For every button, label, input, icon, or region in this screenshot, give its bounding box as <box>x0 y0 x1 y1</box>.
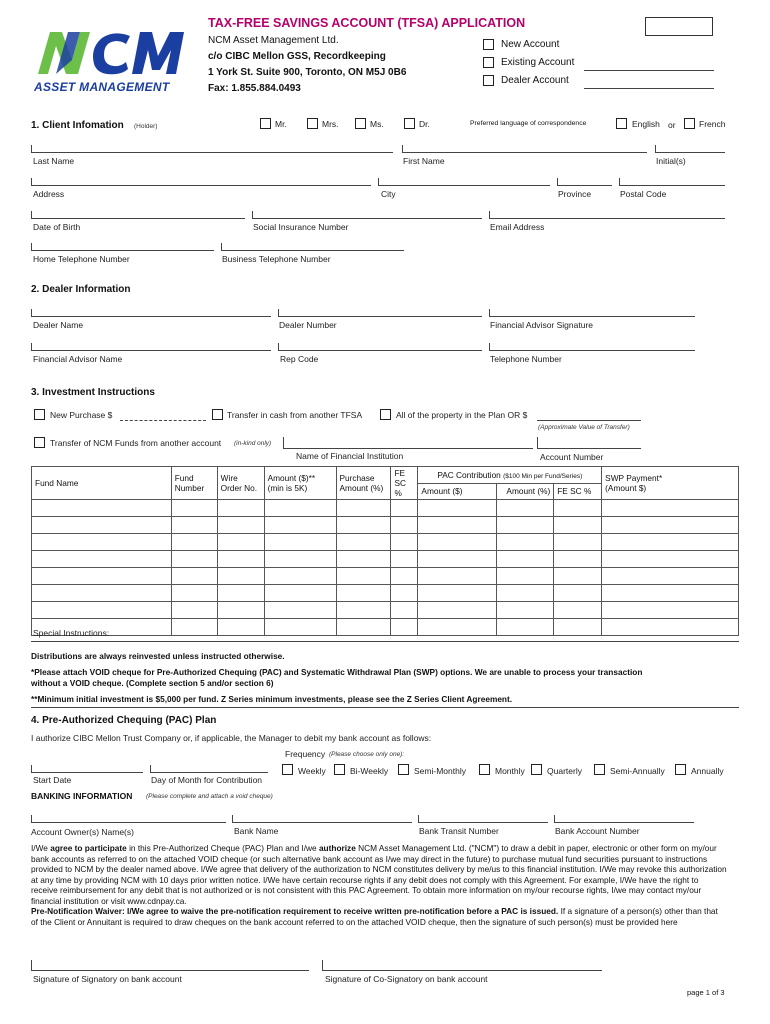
table-row <box>32 517 739 534</box>
table-cell[interactable] <box>602 585 739 602</box>
table-cell[interactable] <box>418 619 497 636</box>
table-cell[interactable] <box>217 602 264 619</box>
pre-notification-paragraph: Pre-Notification Waiver: I/We agree to waive the pre-notification requirement to receive written pre-notification before a PAC is issued. If a signature of a person(s) other than that of the Client or Annuitant is required to draw cheques on the bank account referred to on the attached VOID cheque, then the signature of such person(s) must be provided here <box>31 906 718 927</box>
bank-name-tick <box>232 815 233 822</box>
signatory-label: Signature of Signatory on bank account <box>33 974 182 984</box>
city-tick <box>378 178 379 185</box>
table-cell[interactable] <box>336 585 391 602</box>
owner-names-tick <box>31 815 32 822</box>
table-cell[interactable] <box>336 551 391 568</box>
col-fe-sc: FE SC % <box>391 467 418 500</box>
dob-label: Date of Birth <box>33 222 81 232</box>
account-number-tick <box>537 437 538 448</box>
table-cell[interactable] <box>264 517 336 534</box>
last-name-tick <box>31 145 32 152</box>
table-cell[interactable] <box>391 602 418 619</box>
institution-line[interactable] <box>283 448 533 449</box>
table-cell[interactable] <box>418 568 497 585</box>
dob-line[interactable] <box>31 218 245 219</box>
institution-label: Name of Financial Institution <box>296 451 404 461</box>
col-swp: SWP Payment* (Amount $) <box>602 467 739 500</box>
approx-value-label: (Approximate Value of Transfer) <box>538 424 630 431</box>
table-cell[interactable] <box>602 602 739 619</box>
table-cell[interactable] <box>264 585 336 602</box>
fax-number: Fax: 1.855.884.0493 <box>208 83 301 94</box>
mr-checkbox[interactable] <box>260 118 271 129</box>
table-cell[interactable] <box>171 568 217 585</box>
last-name-label: Last Name <box>33 156 75 166</box>
new-purchase-amount-line[interactable] <box>120 420 206 421</box>
col-pac-contribution: PAC Contribution ($100 Min per Fund/Series) <box>418 467 602 484</box>
table-cell[interactable] <box>497 602 554 619</box>
dr-checkbox[interactable] <box>404 118 415 129</box>
postal-code-tick <box>619 178 620 185</box>
table-cell[interactable] <box>264 551 336 568</box>
bank-name-line[interactable] <box>232 822 412 823</box>
initials-tick <box>655 145 656 152</box>
transfer-cash-checkbox[interactable] <box>212 409 223 420</box>
semimonthly-label: Semi-Monthly <box>414 766 466 776</box>
note-minimum: **Minimum initial investment is $5,000 per fund. Z Series minimum investments, please see the Z Series Client Agreement. <box>31 694 513 704</box>
table-cell[interactable] <box>336 517 391 534</box>
table-header-row <box>32 467 739 484</box>
city-label: City <box>381 189 396 199</box>
postal-code-line[interactable] <box>619 185 725 186</box>
monthly-label: Monthly <box>495 766 525 776</box>
section1-subtitle: (Holder) <box>134 123 158 130</box>
table-cell[interactable] <box>391 500 418 517</box>
section4-intro: I authorize CIBC Mellon Trust Company or, if applicable, the Manager to debit my bank account as follows: <box>31 733 432 743</box>
dealer-number-line[interactable] <box>278 316 482 317</box>
table-row <box>32 568 739 585</box>
section3-title: 3. Investment Instructions <box>31 387 155 398</box>
table-cell[interactable] <box>554 517 602 534</box>
fa-name-label: Financial Advisor Name <box>33 354 123 364</box>
home-phone-tick <box>31 243 32 250</box>
table-cell[interactable] <box>602 568 739 585</box>
day-of-month-tick <box>150 765 151 772</box>
section4-title: 4. Pre-Authorized Chequing (PAC) Plan <box>31 715 217 726</box>
table-cell[interactable] <box>336 568 391 585</box>
first-name-tick <box>402 145 403 152</box>
table-row <box>32 551 739 568</box>
telephone-tick <box>489 343 490 350</box>
table-cell[interactable] <box>336 500 391 517</box>
annually-label: Annually <box>691 766 724 776</box>
transfer-ncm-checkbox[interactable] <box>34 437 45 448</box>
table-cell[interactable] <box>418 602 497 619</box>
home-phone-label: Home Telephone Number <box>33 254 130 264</box>
transfer-ncm-label: Transfer of NCM Funds from another account <box>50 438 222 448</box>
existing-account-checkbox[interactable] <box>483 57 494 68</box>
sin-tick <box>252 211 253 218</box>
address-label: Address <box>33 189 65 199</box>
new-account-label: New Account <box>501 39 560 50</box>
first-name-label: First Name <box>403 156 445 166</box>
dob-tick <box>31 211 32 218</box>
all-property-checkbox[interactable] <box>380 409 391 420</box>
logo-subtitle: ASSET MANAGEMENT <box>34 80 170 94</box>
last-name-line[interactable] <box>31 152 393 153</box>
col-fund-number: Fund Number <box>171 467 217 500</box>
table-cell[interactable] <box>264 568 336 585</box>
table-cell[interactable] <box>391 585 418 602</box>
table-cell[interactable] <box>32 517 172 534</box>
table-cell[interactable] <box>336 619 391 636</box>
table-cell[interactable] <box>391 551 418 568</box>
english-label: English <box>632 119 660 129</box>
table-cell[interactable] <box>418 500 497 517</box>
transfer-cash-label: Transfer in cash from another TFSA <box>227 410 363 420</box>
table-cell[interactable] <box>497 500 554 517</box>
table-row <box>32 619 739 636</box>
table-cell[interactable] <box>217 619 264 636</box>
table-cell[interactable] <box>602 619 739 636</box>
section1-title: 1. Client Infomation <box>31 120 124 131</box>
office-use-box[interactable] <box>645 17 713 36</box>
table-body <box>32 500 739 636</box>
section2-title: 2. Dealer Information <box>31 284 131 295</box>
mr-label: Mr. <box>275 119 287 129</box>
table-row <box>32 585 739 602</box>
section3-divider <box>31 707 739 708</box>
dealer-number-label: Dealer Number <box>279 320 337 330</box>
weekly-label: Weekly <box>298 766 326 776</box>
rep-code-label: Rep Code <box>280 354 319 364</box>
col-pac-fe: FE SC % <box>554 483 602 500</box>
dr-label: Dr. <box>419 119 430 129</box>
dealer-name-tick <box>31 309 32 316</box>
rep-code-tick <box>278 343 279 350</box>
cosignatory-line[interactable] <box>322 970 602 971</box>
table-cell[interactable] <box>336 534 391 551</box>
col-wire-order: Wire Order No. <box>217 467 264 500</box>
account-no-tick <box>554 815 555 822</box>
institution-tick <box>283 437 284 448</box>
province-tick <box>557 178 558 185</box>
pac-agreement-paragraph: I/We agree to participate in this Pre-Authorized Cheque (PAC) Plan and I/we authorize NCM Asset Management Ltd. ("NCM") to draw a debit in paper, electronic or other form on my/our bank accounts as referred to on the attached VOID cheque (or such alternative bank account as I/we may direct in the future) to purchase mutual fund securities pursuant to instructions provided to NCM by the dealer named above. I/We agree that delivery of the authorization to NCM constitutes delivery by me/us to this financial institution. I/We may revoke this authorization at any time by providing NCM with 10 days prior written notice. I/We have certain recourse rights if any debit does not comply with this Agreement. For example, I/We have the right to receive reimbursement for any debit that is not authorized or is not consistent with this PAC Agreement. To obtain more information on my/our recourse rights, I/we may contact my/our financial institution or visit www.cdnpay.ca. <box>31 843 727 906</box>
table-cell[interactable] <box>336 602 391 619</box>
dealer-account-checkbox[interactable] <box>483 75 494 86</box>
fa-name-tick <box>31 343 32 350</box>
col-pac-amount: Amount ($) <box>418 483 497 500</box>
table-cell[interactable] <box>264 500 336 517</box>
note-void-cheque-b: without a VOID cheque. (Complete section 5 and/or section 6) <box>31 678 274 688</box>
special-divider <box>31 641 739 642</box>
table-cell[interactable] <box>32 602 172 619</box>
french-checkbox[interactable] <box>684 118 695 129</box>
col-amount: Amount ($)** (min is 5K) <box>264 467 336 500</box>
quarterly-label: Quarterly <box>547 766 582 776</box>
dealer-number-tick <box>278 309 279 316</box>
sin-label: Social Insurance Number <box>253 222 349 232</box>
initials-label: Initial(s) <box>656 156 686 166</box>
table-cell[interactable] <box>217 551 264 568</box>
owner-names-line[interactable] <box>31 822 226 823</box>
table-cell[interactable] <box>32 500 172 517</box>
biweekly-checkbox[interactable] <box>334 764 345 775</box>
table-cell[interactable] <box>171 551 217 568</box>
account-number-line[interactable] <box>537 448 641 449</box>
table-cell[interactable] <box>554 534 602 551</box>
table-cell[interactable] <box>32 551 172 568</box>
table-cell[interactable] <box>497 551 554 568</box>
province-label: Province <box>558 189 592 199</box>
form-title: TAX-FREE SAVINGS ACCOUNT (TFSA) APPLICATION <box>208 16 526 30</box>
table-cell[interactable] <box>418 551 497 568</box>
quarterly-checkbox[interactable] <box>531 764 542 775</box>
table-row <box>32 500 739 517</box>
table-cell[interactable] <box>554 585 602 602</box>
table-cell[interactable] <box>554 568 602 585</box>
banking-info-note: (Please complete and attach a void cheque) <box>146 793 273 800</box>
col-purchase-pct: Purchase Amount (%) <box>336 467 391 500</box>
table-cell[interactable] <box>171 534 217 551</box>
table-cell[interactable] <box>391 534 418 551</box>
start-date-line[interactable] <box>31 772 143 773</box>
transit-line[interactable] <box>418 822 548 823</box>
table-cell[interactable] <box>391 517 418 534</box>
table-cell[interactable] <box>264 534 336 551</box>
day-of-month-label: Day of Month for Contribution <box>151 775 263 785</box>
postal-code-label: Postal Code <box>620 189 667 199</box>
note-void-cheque-a: *Please attach VOID cheque for Pre-Authorized Chequing (PAC) and Systematic Withdrawal Plan (SWP) options. We are unable to process your transaction <box>31 667 643 677</box>
table-row <box>32 534 739 551</box>
table-cell[interactable] <box>497 585 554 602</box>
dealer-account-line[interactable] <box>584 88 714 89</box>
account-number-label: Account Number <box>540 452 604 462</box>
mrs-label: Mrs. <box>322 119 339 129</box>
language-label: Preferred language of correspondence <box>470 120 587 127</box>
existing-account-line[interactable] <box>584 70 714 71</box>
table-cell[interactable] <box>171 517 217 534</box>
note-distributions: Distributions are always reinvested unless instructed otherwise. <box>31 651 285 661</box>
first-name-line[interactable] <box>402 152 647 153</box>
table-cell[interactable] <box>497 534 554 551</box>
start-date-label: Start Date <box>33 775 72 785</box>
table-cell[interactable] <box>217 500 264 517</box>
transit-tick <box>418 815 419 822</box>
table-cell[interactable] <box>418 517 497 534</box>
address-line[interactable] <box>31 185 371 186</box>
transfer-amount-line[interactable] <box>537 420 641 421</box>
annually-checkbox[interactable] <box>675 764 686 775</box>
table-cell[interactable] <box>171 602 217 619</box>
all-property-label: All of the property in the Plan OR $ <box>396 410 528 420</box>
monthly-checkbox[interactable] <box>479 764 490 775</box>
telephone-line[interactable] <box>489 350 695 351</box>
business-phone-label: Business Telephone Number <box>222 254 331 264</box>
cosignatory-label: Signature of Co-Signatory on bank account <box>325 974 488 984</box>
day-of-month-line[interactable] <box>150 772 268 773</box>
existing-account-label: Existing Account <box>501 57 575 68</box>
table-cell[interactable] <box>554 619 602 636</box>
english-checkbox[interactable] <box>616 118 627 129</box>
weekly-checkbox[interactable] <box>282 764 293 775</box>
table-cell[interactable] <box>602 534 739 551</box>
biweekly-label: Bi-Weekly <box>350 766 389 776</box>
table-cell[interactable] <box>554 500 602 517</box>
banking-info-label: BANKING INFORMATION <box>31 791 133 801</box>
table-cell[interactable] <box>554 602 602 619</box>
home-phone-line[interactable] <box>31 250 214 251</box>
rep-code-line[interactable] <box>278 350 482 351</box>
cosignatory-tick <box>322 960 323 970</box>
logo <box>34 22 194 100</box>
table-cell[interactable] <box>217 568 264 585</box>
fa-signature-tick <box>489 309 490 316</box>
fa-signature-line[interactable] <box>489 316 695 317</box>
table-cell[interactable] <box>264 602 336 619</box>
new-purchase-label: New Purchase $ <box>50 410 113 420</box>
table-cell[interactable] <box>171 585 217 602</box>
signatory-line[interactable] <box>31 970 309 971</box>
or-label: or <box>668 120 676 130</box>
table-cell[interactable] <box>497 568 554 585</box>
table-row <box>32 602 739 619</box>
email-label: Email Address <box>490 222 545 232</box>
company-name: NCM Asset Management Ltd. <box>208 35 339 46</box>
sin-line[interactable] <box>252 218 482 219</box>
province-line[interactable] <box>557 185 612 186</box>
investment-table <box>31 466 739 636</box>
city-line[interactable] <box>378 185 550 186</box>
email-line[interactable] <box>489 218 725 219</box>
table-cell[interactable] <box>171 619 217 636</box>
page-number: page 1 of 3 <box>687 988 725 997</box>
care-of: c/o CIBC Mellon GSS, Recordkeeping <box>208 51 386 62</box>
fa-signature-label: Financial Advisor Signature <box>490 320 594 330</box>
dealer-account-label: Dealer Account <box>501 75 569 86</box>
frequency-label: Frequency <box>285 749 326 759</box>
start-date-tick <box>31 765 32 772</box>
special-instructions-label: Special Instructions: <box>33 628 110 638</box>
table-cell[interactable] <box>264 619 336 636</box>
dealer-name-line[interactable] <box>31 316 271 317</box>
bank-name-label: Bank Name <box>234 826 279 836</box>
in-kind-label: (in-kind only) <box>234 440 272 447</box>
table-cell[interactable] <box>171 500 217 517</box>
table-cell[interactable] <box>391 568 418 585</box>
table-cell[interactable] <box>32 534 172 551</box>
fa-name-line[interactable] <box>31 350 271 351</box>
table-cell[interactable] <box>32 585 172 602</box>
table-cell[interactable] <box>554 551 602 568</box>
company-address: 1 York St. Suite 900, Toronto, ON M5J 0B6 <box>208 67 407 78</box>
semiannually-checkbox[interactable] <box>594 764 605 775</box>
account-no-label: Bank Account Number <box>555 826 640 836</box>
signatory-tick <box>31 960 32 970</box>
mrs-checkbox[interactable] <box>307 118 318 129</box>
table-cell[interactable] <box>602 500 739 517</box>
semiannually-label: Semi-Annually <box>610 766 665 776</box>
table-cell[interactable] <box>602 551 739 568</box>
french-label: French <box>699 119 726 129</box>
business-phone-line[interactable] <box>221 250 404 251</box>
account-no-line[interactable] <box>554 822 694 823</box>
telephone-label: Telephone Number <box>490 354 562 364</box>
owner-names-label: Account Owner(s) Name(s) <box>31 827 134 837</box>
col-pac-pct: Amount (%) <box>497 483 554 500</box>
table-cell[interactable] <box>217 534 264 551</box>
table-cell[interactable] <box>32 568 172 585</box>
ms-checkbox[interactable] <box>355 118 366 129</box>
new-account-checkbox[interactable] <box>483 39 494 50</box>
table-cell[interactable] <box>217 585 264 602</box>
table-cell[interactable] <box>217 517 264 534</box>
table-cell[interactable] <box>391 619 418 636</box>
initials-line[interactable] <box>655 152 725 153</box>
table-cell[interactable] <box>418 534 497 551</box>
email-tick <box>489 211 490 218</box>
frequency-note: (Please choose only one): <box>329 751 405 758</box>
table-cell[interactable] <box>497 517 554 534</box>
table-cell[interactable] <box>602 517 739 534</box>
new-purchase-checkbox[interactable] <box>34 409 45 420</box>
col-fund-name: Fund Name <box>32 467 172 500</box>
address-tick <box>31 178 32 185</box>
table-cell[interactable] <box>497 619 554 636</box>
semimonthly-checkbox[interactable] <box>398 764 409 775</box>
ms-label: Ms. <box>370 119 384 129</box>
table-cell[interactable] <box>418 585 497 602</box>
business-phone-tick <box>221 243 222 250</box>
dealer-name-label: Dealer Name <box>33 320 84 330</box>
transit-label: Bank Transit Number <box>419 826 499 836</box>
